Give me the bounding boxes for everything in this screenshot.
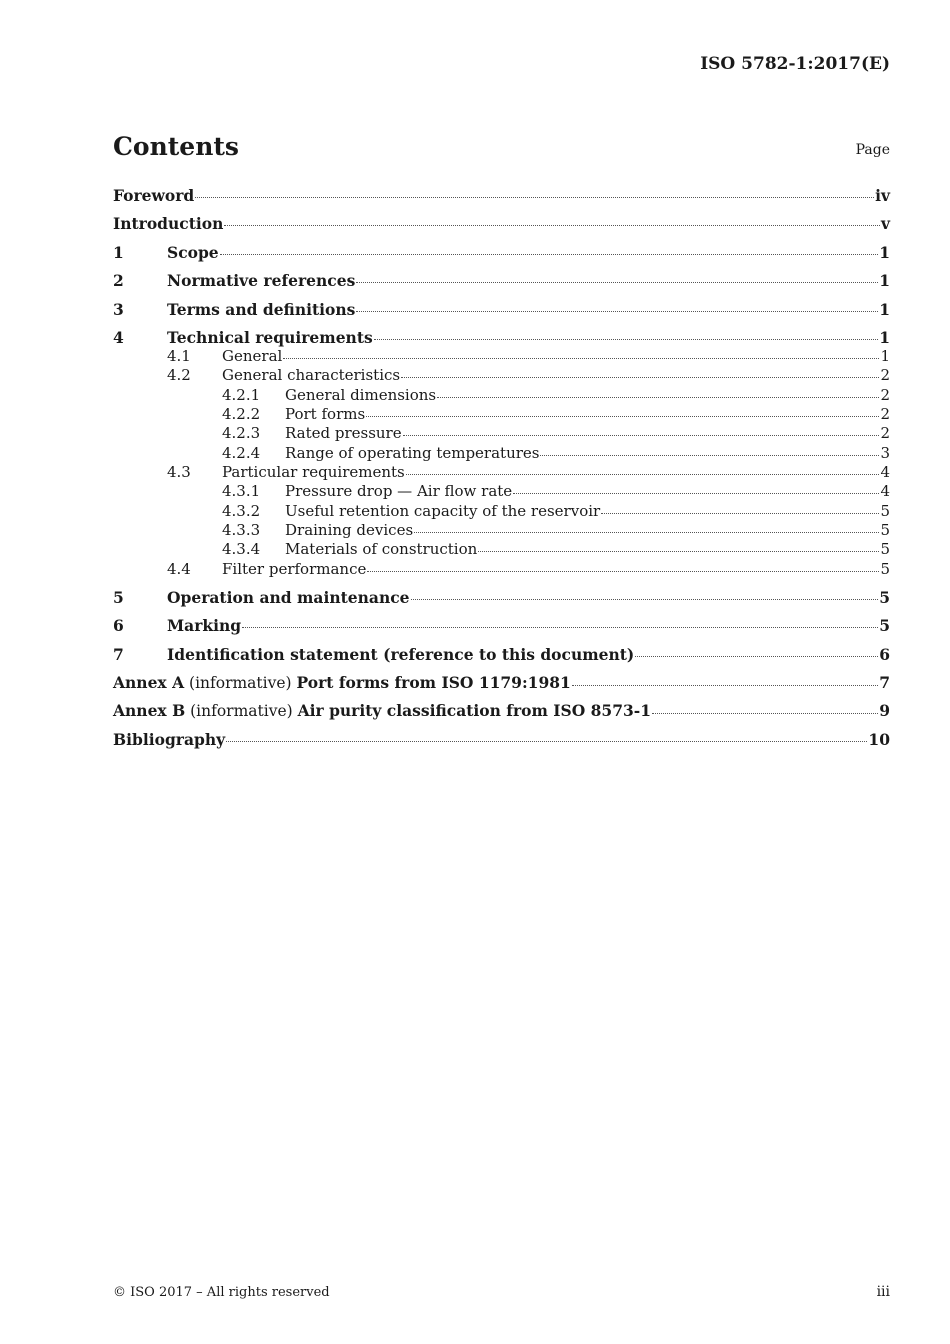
toc-entry-bibliography[interactable]: Bibliography 10 xyxy=(113,730,890,749)
toc-entry-4-3-4[interactable]: 4.3.4 Materials of construction 5 xyxy=(222,540,890,558)
toc-entry-4-1[interactable]: 4.1 General 1 xyxy=(167,347,890,365)
copyright-notice: © ISO 2017 – All rights reserved xyxy=(113,1285,330,1300)
toc-entry-4[interactable]: 4 Technical requirements 1 xyxy=(113,328,890,347)
toc-entry-4-3-2[interactable]: 4.3.2 Useful retention capacity of the reservoir 5 xyxy=(222,502,890,520)
toc-entry-5[interactable]: 5 Operation and maintenance 5 xyxy=(113,588,890,607)
toc-entry-6[interactable]: 6 Marking 5 xyxy=(113,616,890,635)
toc-entry-foreword[interactable]: Foreword iv xyxy=(113,186,890,205)
toc-entry-4-2-3[interactable]: 4.2.3 Rated pressure 2 xyxy=(222,424,890,442)
toc-entry-4-2[interactable]: 4.2 General characteristics 2 xyxy=(167,366,890,384)
toc-entry-4-2-1[interactable]: 4.2.1 General dimensions 2 xyxy=(222,386,890,404)
toc-entry-annex-b[interactable]: Annex B (informative) Air purity classification from ISO 8573-1 9 xyxy=(113,701,890,720)
toc-entry-2[interactable]: 2 Normative references 1 xyxy=(113,271,890,290)
toc-entry-1[interactable]: 1 Scope 1 xyxy=(113,243,890,262)
toc-entry-4-3-1[interactable]: 4.3.1 Pressure drop — Air flow rate 4 xyxy=(222,482,890,500)
contents-heading: Contents xyxy=(113,132,240,161)
toc-entry-4-2-2[interactable]: 4.2.2 Port forms 2 xyxy=(222,405,890,423)
toc-entry-4-3-3[interactable]: 4.3.3 Draining devices 5 xyxy=(222,521,890,539)
page-number: iii xyxy=(876,1284,890,1300)
page-column-label: Page xyxy=(855,142,890,158)
toc-entry-3[interactable]: 3 Terms and definitions 1 xyxy=(113,300,890,319)
toc-entry-4-2-4[interactable]: 4.2.4 Range of operating temperatures 3 xyxy=(222,444,890,462)
toc-entry-4-4[interactable]: 4.4 Filter performance 5 xyxy=(167,560,890,578)
toc-entry-7[interactable]: 7 Identification statement (reference to this document) 6 xyxy=(113,645,890,664)
toc-entry-annex-a[interactable]: Annex A (informative) Port forms from ISO 1179:1981 7 xyxy=(113,673,890,692)
toc-entry-4-3[interactable]: 4.3 Particular requirements 4 xyxy=(167,463,890,481)
standard-identifier: ISO 5782-1:2017(E) xyxy=(700,54,890,74)
toc-entry-introduction[interactable]: Introduction v xyxy=(113,214,890,233)
